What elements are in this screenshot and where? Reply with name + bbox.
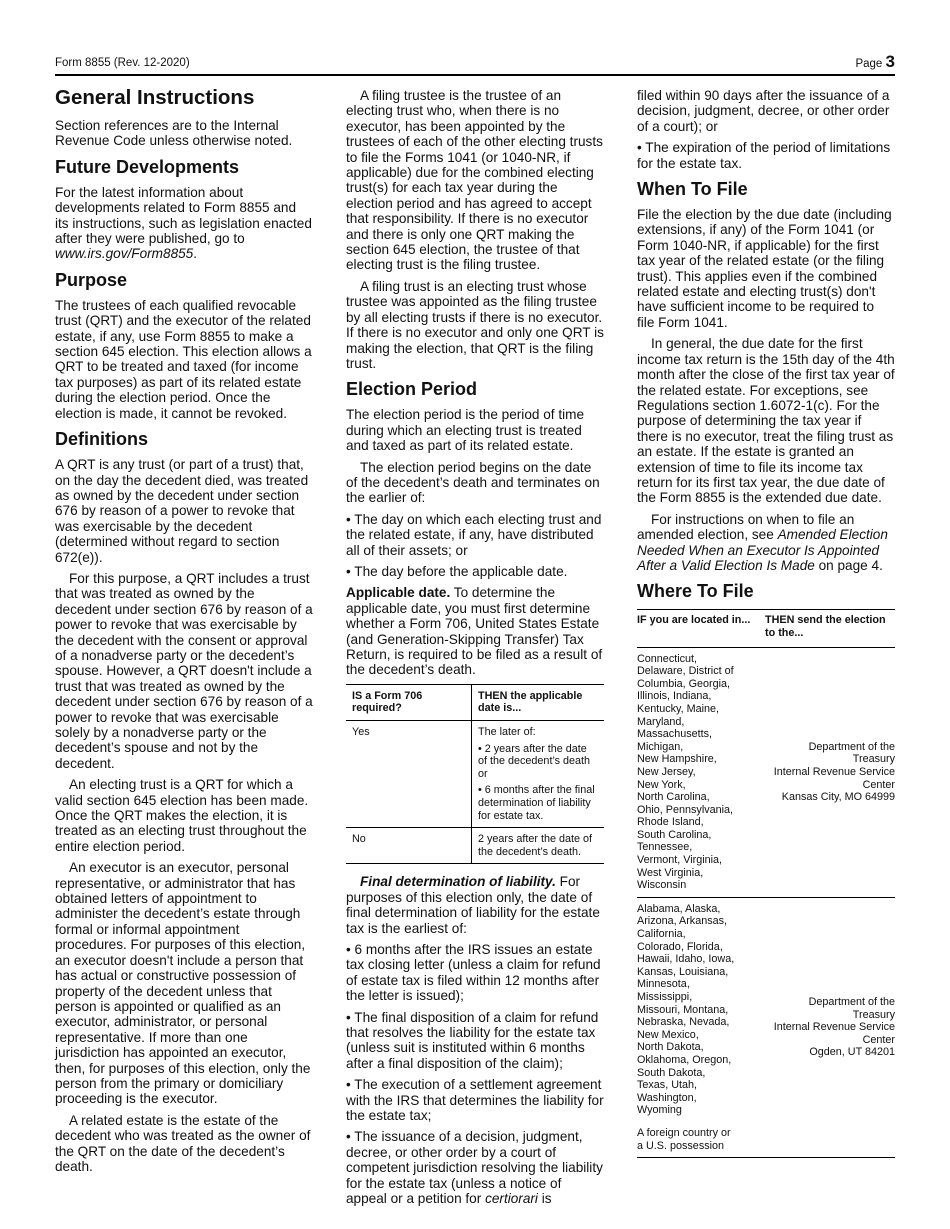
definition-qrt: A QRT is any trust (or part of a trust) that, on the day the decedent died, was treated as owned by the decedent under section 676 by reason of a power to revoke that was exercisable by the decedent (determined without regard to section 672(e)). [55, 457, 309, 565]
state-line: Alabama, Alaska, [637, 902, 721, 915]
state-line: Minnesota, [637, 978, 690, 991]
definition-executor: An executor is an executor, personal representative, or administrator that has obtained letters of appointment to administer the decedent’s estate through formal or informal appointment procedures. For purposes of this election, an executor doesn't include a person that has actual or constructive possession of property of the decedent unless that person is appointed or qualified as an executor, administrator, or personal representative. If more than one jurisdiction has appointed an executor, then, for purposes of this election, only the person from the primary or domiciliary proceeding is the executor. [55, 860, 311, 1107]
state-line: Mississippi, [637, 991, 693, 1003]
table-cell: Yes [346, 721, 472, 828]
state-line: North Dakota, [637, 1041, 704, 1054]
table-cell: No [346, 828, 472, 864]
when-paragraph-2: In general, the due date for the first income tax return is the 15th day of the 4th month after the close of the first tax year of the related estate. For exceptions, see Regulations section 1.6072-1(c). For the purpose of determining the tax year if there is no executor, treat the filing trust as an estate. If the estate is granted an extension of time to file its income tax return for its first tax year, the due date of the Form 8855 is the extended due date. [637, 336, 895, 506]
state-line: Connecticut, [637, 652, 698, 665]
table-header-form706: IS a Form 706 required? [346, 684, 472, 720]
states-list-ogden [637, 897, 765, 1157]
address-line: Internal Revenue Service Center [773, 1021, 895, 1046]
bullet-closing-letter: • 6 months after the IRS issues an estate tax closing letter (unless a claim for refund of estate tax is filed within 12 months after the letter is issued); [346, 941, 601, 1004]
heading-when-to-file: When To File [637, 179, 748, 200]
state-line: Missouri, Montana, [637, 1003, 729, 1016]
state-line: Washington, [637, 1091, 697, 1104]
state-line: Tennessee, [637, 841, 693, 854]
final-determination-paragraph [346, 874, 604, 936]
certiorari-text: certiorari [485, 1191, 538, 1207]
definition-related-estate: A related estate is the estate of the decedent who was treated as the owner of the QRT on the date of the decedent’s death. [55, 1112, 311, 1174]
table-cell: 2 years after the date of the decedent’s death. [472, 828, 605, 864]
court-text-end: is [537, 1191, 552, 1207]
column-1 [55, 86, 313, 1180]
state-line: Arizona, Arkansas, [637, 915, 728, 928]
future-paragraph [55, 185, 313, 262]
court-text: • The issuance of a decision, judgment, decree, or other order by a court of competent jurisdiction resolving the liability for the estate tax (unless a notice of appeal or a petition for [346, 1129, 603, 1207]
applicable-date-paragraph [346, 585, 604, 677]
address-line: Department of the Treasury [808, 996, 895, 1021]
state-line: New Jersey, [637, 765, 696, 778]
state-line: Massachusetts, [637, 728, 713, 741]
state-line: South Carolina, [637, 828, 712, 841]
state-line: New Mexico, [637, 1028, 699, 1041]
state-line: North Carolina, [637, 791, 710, 804]
column-2 [346, 88, 604, 1212]
bullet-distributed-assets: • The day on which each electing trust and the related estate, if any, have distributed all of their assets; or [346, 511, 602, 558]
state-line: Hawaii, Idaho, Iowa, [637, 953, 735, 966]
amended-election-reference: Amended Election Needed When an Executor Is Appointed After a Valid Election Is Made [637, 527, 888, 573]
amended-text: For instructions on when to file an amended election, see [637, 511, 855, 543]
final-determination-text: For purposes of this election only, the date of final determination of liability for the estate tax is the earliest of: [346, 874, 600, 936]
state-line: Illinois, Indiana, [637, 690, 712, 703]
bullet-expiration: • The expiration of the period of limitations for the estate tax. [637, 140, 891, 171]
address-kansas-city [765, 647, 895, 897]
page-title: General Instructions [55, 86, 255, 109]
definition-qrt-purpose: For this purpose, a QRT includes a trust that was treated as owned by the decedent under section 676 by reason of a power to revoke that was exercisable by the decedent with the consent or approval of a nonadverse party or the decedent’s spouse. However, a QRT doesn't include a trust that was treated as owned by the decedent under section 676 by reason of a power to revoke that was exercisable solely by a nonadverse party or the decedent’s spouse and not by the decedent. [55, 570, 313, 771]
state-line: Columbia, Georgia, [637, 677, 731, 690]
bullet-settlement: • The execution of a settlement agreement with the IRS that determines the liability for the estate tax; [346, 1077, 604, 1124]
continued-paragraph: filed within 90 days after the issuance of a decision, judgment, decree, or other order of a court); or [637, 88, 890, 134]
form-identifier: Form 8855 (Rev. 12-2020) [55, 57, 190, 69]
address-line: Internal Revenue Service Center [773, 765, 895, 791]
state-line: California, [637, 928, 686, 941]
definition-filing-trustee: A filing trustee is the trustee of an electing trust who, when there is no executor, has been appointed by the trustees of each of the other electing trusts to file the Forms 1041 (or 1040-NR, if applicable) due for the combined electing trust(s) for each tax year during the election period and has agreed to accept that responsibility. If there is no executor and there is only one QRT making the section 645 election, the trustee of that electing trust is the filing trustee. [346, 88, 603, 273]
bullet-day-before: • The day before the applicable date. [346, 563, 568, 579]
address-ogden [765, 897, 895, 1157]
state-line: Vermont, Virginia, [637, 854, 723, 867]
address-line: Kansas City, MO 64999 [781, 791, 895, 804]
state-line: Oklahoma, Oregon, [637, 1053, 732, 1066]
table-row [637, 647, 895, 897]
when-paragraph-1: File the election by the due date (including extensions, if any) of the Form 1041 (or Form 1040-NR, if applicable) for the first tax year of the related estate (or the filing trust). This applies even if the combined related estate and electing trust(s) don't have sufficient income to be required to file Form 1041. [637, 207, 892, 330]
when-paragraph-3 [637, 512, 895, 574]
state-line: West Virginia, [637, 866, 704, 879]
table-cell [472, 721, 605, 828]
purpose-paragraph: The trustees of each qualified revocable trust (QRT) and the executor of the related estate, if any, use Form 8855 to make a section 645 election. This election allows a QRT to be treated and taxed (for income tax purposes) as part of its related estate during the election period. Once the election is made, it cannot be revoked. [55, 297, 312, 421]
heading-election-period: Election Period [346, 379, 478, 400]
state-line: Ohio, Pennsylvania, [637, 803, 734, 816]
address-line: Ogden, UT 84201 [809, 1046, 895, 1059]
final-determination-label: Final determination of liability. [360, 874, 556, 890]
table-header-row [637, 610, 895, 647]
page-indicator [855, 52, 895, 72]
bullet-2-years: • 2 years after the date of the decedent’s death or [478, 742, 591, 780]
election-period-definition: The election period is the period of time during which an electing trust is treated and taxed as part of its related estate. [346, 407, 585, 454]
election-period-begins: The election period begins on the date of the decedent’s death and terminates on the earlier of: [346, 459, 600, 506]
applicable-date-label: Applicable date. [346, 585, 451, 601]
heading-where-to-file: Where To File [637, 581, 754, 602]
applicable-date-text: To determine the applicable date, you must first determine whether a Form 706, United States Estate (and Generation-Skipping Transfer) Tax Return, is required to be filed as a result of the decedent’s death. [346, 585, 603, 678]
heading-purpose: Purpose [55, 269, 128, 290]
state-line: Texas, Utah, [637, 1079, 698, 1092]
applicable-date-table [346, 684, 604, 865]
where-to-file-table [637, 609, 895, 1158]
irs-form-link[interactable]: www.irs.gov/Form8855 [55, 246, 194, 262]
page-number: 3 [885, 52, 895, 71]
state-line: Nebraska, Nevada, [637, 1016, 730, 1029]
table-header-send-to: THEN send the election to the... [765, 610, 895, 647]
later-of-text: The later of: [478, 726, 536, 738]
table-header-location: IF you are located in... [637, 610, 765, 647]
state-line: Colorado, Florida, [637, 940, 723, 953]
amended-text-end: on page 4. [814, 557, 883, 573]
table-row [346, 721, 604, 828]
state-line: New York, [637, 778, 686, 791]
state-line: Maryland, [637, 715, 685, 728]
state-line: Wyoming [637, 1104, 682, 1117]
future-text-end: . [193, 246, 198, 262]
definition-electing-trust: An electing trust is a QRT for which a valid section 645 election has been made. Once the QRT makes the election, it is treated as an electing trust throughout the entire election period. [55, 777, 309, 854]
bullet-claim-refund: • The final disposition of a claim for refund that resolves the liability for the estate tax (unless suit is instituted within 6 months after a final disposition of the claim); [346, 1009, 599, 1071]
state-line: Delaware, District of [637, 665, 734, 678]
definition-filing-trust: A filing trust is an electing trust whose trustee was appointed as the filing trustee by all electing trusts if there is no executor. If there is no executor and only one QRT is making the election, that QRT is the filing trust. [346, 278, 604, 371]
intro-paragraph: Section references are to the Internal Revenue Code unless otherwise noted. [55, 118, 293, 149]
column-3 [637, 88, 895, 1158]
future-text: For the latest information about developments related to Form 8855 and its instructions, such as legislation enacted after they were published, go to [55, 184, 312, 247]
state-line: Rhode Island, [637, 816, 704, 829]
table-row [637, 897, 895, 1157]
table-header-row [346, 684, 604, 720]
state-line: South Dakota, [637, 1066, 706, 1079]
table-header-applicable: THEN the applicable date is... [472, 684, 605, 720]
state-line: New Hampshire, [637, 753, 717, 766]
address-line: Department of the Treasury [808, 740, 895, 766]
state-line: a U.S. possession [637, 1139, 725, 1152]
bullet-6-months: • 6 months after the final determination of liability for estate tax. [478, 784, 595, 822]
state-line: A foreign country or [637, 1126, 731, 1139]
heading-future-developments: Future Developments [55, 156, 240, 177]
states-list-kansas-city [637, 647, 765, 897]
page-header [55, 52, 895, 76]
heading-definitions: Definitions [55, 429, 148, 450]
state-line: Michigan, [637, 740, 684, 753]
state-line: Kentucky, Maine, [637, 702, 720, 715]
state-line: Wisconsin [637, 879, 687, 892]
table-row [346, 828, 604, 864]
page-label: Page [855, 58, 883, 70]
foreign-country-line [637, 1117, 765, 1152]
bullet-court-decision [346, 1129, 604, 1206]
state-line: Kansas, Louisiana, [637, 965, 729, 978]
